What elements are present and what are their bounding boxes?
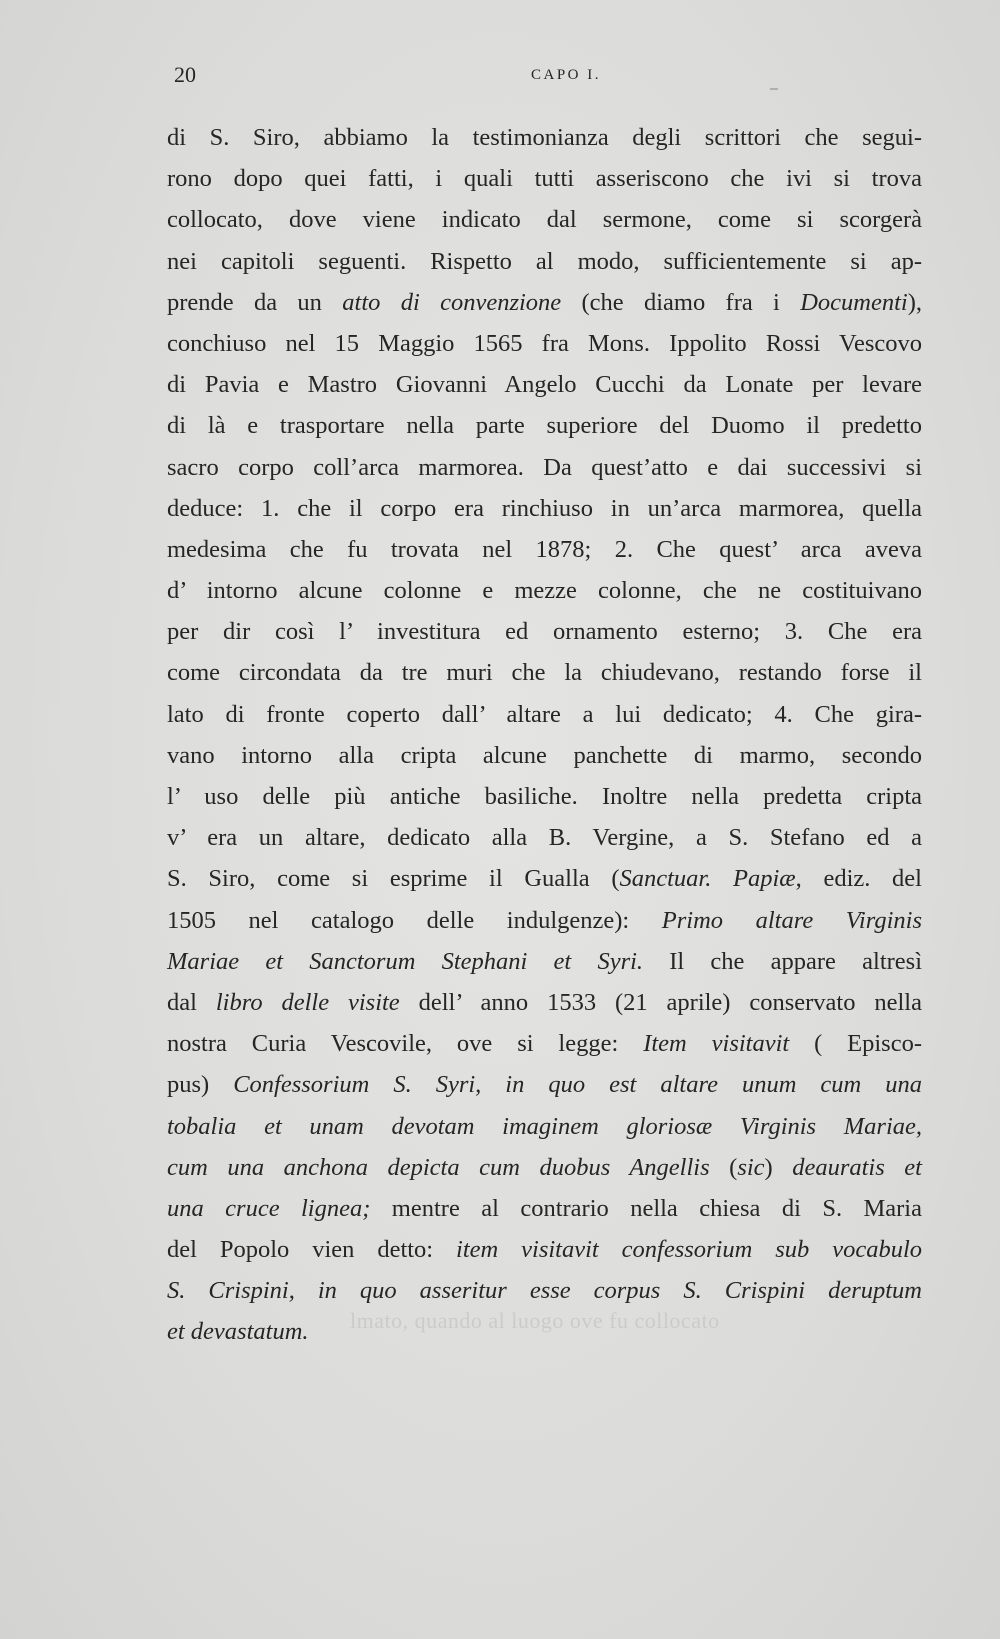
text-segment: deduce: 1. che il corpo era rinchiuso in un’arca marmorea, quella bbox=[167, 494, 922, 522]
text-line bbox=[167, 323, 922, 364]
text-line bbox=[167, 199, 922, 240]
italic-segment: Confessorium S. Syri, in quo est altare unum cum una bbox=[233, 1071, 922, 1099]
bleed-through-text: lmato, quando al luogo ove fu collocato bbox=[350, 1308, 720, 1333]
italic-segment: Documenti bbox=[800, 288, 908, 316]
text-line bbox=[167, 817, 922, 858]
text-segment: di S. Siro, abbiamo la testimonianza degli scrittori che segui- bbox=[167, 124, 922, 151]
italic-segment: et devastatum. bbox=[167, 1318, 309, 1346]
text-line bbox=[167, 694, 922, 735]
text-segment: ) bbox=[764, 1153, 793, 1181]
page-header bbox=[174, 62, 934, 92]
italic-segment: una cruce lignea; bbox=[167, 1194, 371, 1222]
running-head: CAPO I. bbox=[531, 67, 602, 83]
text-segment: sacro corpo coll’arca marmorea. Da quest’atto e dai successivi si bbox=[167, 453, 922, 481]
text-line bbox=[167, 1147, 922, 1188]
text-line bbox=[167, 652, 922, 693]
text-segment: per dir così l’ investitura ed ornamento esterno; 3. Che era bbox=[167, 618, 922, 646]
text-line bbox=[167, 941, 922, 982]
text-line bbox=[167, 611, 922, 652]
text-segment: ), bbox=[907, 288, 922, 316]
text-line bbox=[167, 364, 922, 405]
text-segment: v’ era un altare, dedicato alla B. Vergine, a S. Stefano ed a bbox=[167, 824, 922, 852]
text-segment: nei capitoli seguenti. Rispetto al modo, sufficientemente si ap- bbox=[167, 247, 922, 275]
text-line bbox=[167, 1106, 922, 1147]
italic-segment: Mariae et Sanctorum Stephani et Syri. bbox=[167, 947, 644, 975]
text-segment: , ediz. del bbox=[795, 865, 922, 893]
text-segment: di Pavia e Mastro Giovanni Angelo Cucchi da Lonate per levare bbox=[167, 371, 922, 399]
italic-segment: S. Crispini, in quo asseritur esse corpus S. Crispini deruptum bbox=[167, 1277, 922, 1305]
text-segment: dal bbox=[167, 988, 216, 1016]
ink-mark bbox=[770, 88, 778, 90]
text-segment: d’ intorno alcune colonne e mezze colonne, che ne costituivano bbox=[167, 577, 922, 605]
page-number: 20 bbox=[174, 62, 196, 87]
text-line bbox=[167, 488, 922, 529]
text-line bbox=[167, 735, 922, 776]
text-segment: l’ uso delle più antiche basiliche. Inoltre nella predetta cripta bbox=[167, 783, 922, 810]
text-segment: pus) bbox=[167, 1071, 234, 1099]
text-line bbox=[167, 570, 922, 611]
body-paragraph bbox=[167, 117, 922, 1353]
text-line bbox=[167, 858, 922, 899]
text-line bbox=[167, 158, 922, 199]
italic-segment: deauratis et bbox=[792, 1153, 922, 1181]
italic-segment: atto di convenzione bbox=[342, 288, 562, 316]
text-line bbox=[167, 982, 922, 1023]
text-line bbox=[167, 1064, 922, 1105]
text-segment: lato di fronte coperto dall’ altare a lui dedicato; 4. Che gira- bbox=[167, 700, 922, 728]
text-segment: (che diamo fra i bbox=[561, 288, 801, 316]
text-line bbox=[167, 405, 922, 446]
text-segment: ( Episco- bbox=[789, 1030, 922, 1058]
text-segment: mentre al contrario nella chiesa di S. Maria bbox=[370, 1194, 922, 1222]
text-segment: vano intorno alla cripta alcune panchette di marmo, secondo bbox=[167, 741, 922, 769]
text-line bbox=[167, 529, 922, 570]
text-segment: di là e trasportare nella parte superiore del Duomo il predetto bbox=[167, 412, 922, 440]
text-segment: S. Siro, come si esprime il Gualla ( bbox=[167, 865, 620, 893]
text-segment: dell’ anno 1533 (21 aprile) conservato nella bbox=[399, 988, 922, 1016]
text-segment: del Popolo vien detto: bbox=[167, 1236, 457, 1264]
text-line bbox=[167, 1270, 922, 1311]
text-segment: nostra Curia Vescovile, ove si legge: bbox=[167, 1030, 644, 1058]
text-segment: conchiuso nel 15 Maggio 1565 fra Mons. Ippolito Rossi Vescovo bbox=[167, 329, 922, 357]
italic-segment: tobalia et unam devotam imaginem gloriosæ Virginis Mariae, bbox=[167, 1112, 922, 1140]
italic-segment: libro delle visite bbox=[215, 988, 400, 1016]
text-line bbox=[167, 900, 922, 941]
text-line bbox=[167, 1188, 922, 1229]
text-line bbox=[167, 776, 922, 817]
text-segment: Il che appare altresì bbox=[643, 947, 923, 975]
text-line bbox=[167, 282, 922, 323]
text-segment: collocato, dove viene indicato dal sermone, come si scorgerà bbox=[167, 206, 922, 234]
italic-segment: item visitavit confessorium sub vocabulo bbox=[456, 1236, 922, 1264]
text-segment: prende da un bbox=[167, 288, 343, 316]
text-segment: rono dopo quei fatti, i quali tutti asseriscono che ivi si trova bbox=[167, 165, 922, 193]
text-segment: medesima che fu trovata nel 1878; 2. Che quest’ arca aveva bbox=[167, 535, 922, 563]
italic-segment: Item visitavit bbox=[643, 1030, 790, 1058]
italic-segment: Primo altare Virginis bbox=[661, 906, 923, 934]
text-segment: ( bbox=[709, 1153, 738, 1181]
text-line bbox=[167, 447, 922, 488]
italic-segment: Sanctuar. Papiæ bbox=[619, 865, 796, 893]
text-line bbox=[167, 1229, 922, 1270]
text-line bbox=[167, 1023, 922, 1064]
text-line bbox=[167, 117, 922, 158]
text-segment: 1505 nel catalogo delle indulgenze): bbox=[167, 906, 662, 934]
italic-segment: sic bbox=[737, 1153, 765, 1181]
italic-segment: cum una anchona depicta cum duobus Angellis bbox=[167, 1153, 710, 1181]
text-segment: come circondata da tre muri che la chiudevano, restando forse il bbox=[167, 659, 922, 687]
text-line bbox=[167, 241, 922, 282]
